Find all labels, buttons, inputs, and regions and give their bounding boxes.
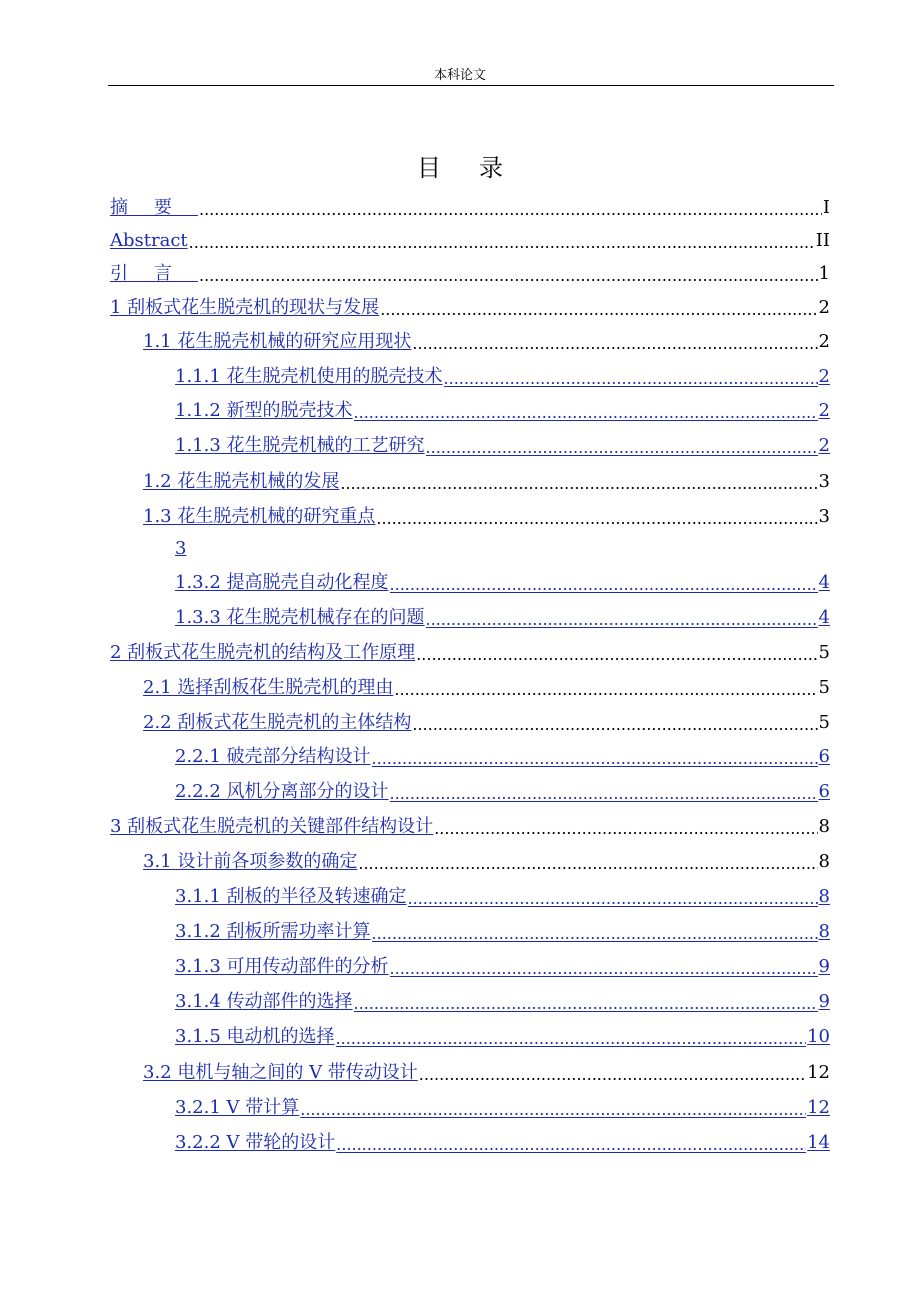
- toc-page-number: I: [822, 197, 830, 218]
- toc-leader-dots: [408, 890, 818, 908]
- toc-orphan-page-number[interactable]: 3: [175, 538, 187, 559]
- toc-page-number: 6: [818, 746, 830, 767]
- toc-entry[interactable]: [175, 568, 830, 594]
- toc-leader-dots: [336, 1030, 807, 1048]
- toc-leader-dots: [412, 335, 817, 353]
- toc-leader-dots: [412, 716, 817, 734]
- toc-entry[interactable]: [175, 431, 830, 457]
- toc-page-number: 4: [818, 607, 830, 628]
- toc-title: 目录: [417, 154, 541, 182]
- toc-entry[interactable]: [175, 603, 830, 629]
- toc-entry[interactable]: [110, 226, 830, 252]
- toc-page-number: 8: [818, 921, 830, 942]
- toc-page-number: 12: [807, 1062, 830, 1083]
- toc-entry[interactable]: [175, 917, 830, 943]
- toc-entry-label[interactable]: Abstract: [110, 230, 188, 251]
- toc-leader-dots: [372, 750, 818, 768]
- toc-leader-dots: [434, 820, 817, 838]
- toc-page-number: 12: [807, 1097, 830, 1118]
- toc-page-number: 1: [818, 263, 830, 284]
- toc-entry[interactable]: [175, 396, 830, 422]
- toc-entry-label[interactable]: 3.1 设计前各项参数的确定: [143, 851, 358, 872]
- toc-leader-dots: [300, 1101, 806, 1119]
- toc-entry-label[interactable]: 1.1 花生脱壳机械的研究应用现状: [143, 331, 412, 352]
- toc-entry-label[interactable]: 2.2 刮板式花生脱壳机的主体结构: [143, 712, 412, 733]
- toc-entry[interactable]: [110, 259, 830, 285]
- toc-page-number: 5: [818, 677, 830, 698]
- toc-entry-label[interactable]: 3 刮板式花生脱壳机的关键部件结构设计: [110, 816, 434, 837]
- toc-entry-label[interactable]: 2 刮板式花生脱壳机的结构及工作原理: [110, 642, 416, 663]
- toc-page-number: 3: [818, 506, 830, 527]
- toc-entry-label[interactable]: 1.2 花生脱壳机械的发展: [143, 471, 340, 492]
- header-rule: [108, 85, 834, 86]
- toc-leader-dots: [340, 475, 817, 493]
- toc-entry[interactable]: [175, 882, 830, 908]
- toc-entry-label[interactable]: 3.1.4 传动部件的选择: [175, 991, 353, 1012]
- toc-leader-dots: [426, 439, 818, 457]
- toc-entry-label[interactable]: 3.1.1 刮板的半径及转速确定: [175, 886, 407, 907]
- toc-page-number: 3: [818, 471, 830, 492]
- toc-entry-label[interactable]: 1.3 花生脱壳机械的研究重点: [143, 506, 376, 527]
- toc-page-number: 8: [818, 816, 830, 837]
- toc-entry[interactable]: [143, 327, 830, 353]
- toc-leader-dots: [189, 234, 815, 252]
- toc-entry[interactable]: [175, 362, 830, 388]
- toc-entry[interactable]: [110, 812, 830, 838]
- toc-page-number: II: [815, 230, 830, 251]
- toc-leader-dots: [416, 646, 817, 664]
- toc-entry-label[interactable]: 3.2.1 V 带计算: [175, 1097, 300, 1118]
- toc-page-number: 9: [818, 991, 830, 1012]
- toc-entry-label[interactable]: 2.1 选择刮板花生脱壳机的理由: [143, 677, 394, 698]
- toc-entry-label[interactable]: 引言: [110, 263, 198, 284]
- toc-page-number: 2: [818, 400, 830, 421]
- toc-entry[interactable]: [110, 293, 830, 319]
- toc-leader-dots: [390, 960, 818, 978]
- toc-entry[interactable]: [110, 193, 830, 219]
- toc-leader-dots: [419, 1066, 806, 1084]
- toc-leader-dots: [426, 611, 818, 629]
- toc-page-number: 5: [818, 642, 830, 663]
- toc-entry[interactable]: [143, 708, 830, 734]
- toc-entry-label[interactable]: 2.2.1 破壳部分结构设计: [175, 746, 371, 767]
- toc-page-number: 5: [818, 712, 830, 733]
- toc-leader-dots: [199, 201, 822, 219]
- toc-page-number: 2: [818, 297, 830, 318]
- toc-entry[interactable]: [143, 502, 830, 528]
- toc-entry[interactable]: [175, 987, 830, 1013]
- toc-page-number: 2: [818, 366, 830, 387]
- toc-page-number: 14: [807, 1132, 830, 1153]
- toc-page-number: 10: [807, 1026, 830, 1047]
- toc-entry-label[interactable]: 1.1.3 花生脱壳机械的工艺研究: [175, 435, 425, 456]
- toc-entry[interactable]: [175, 777, 830, 803]
- toc-leader-dots: [354, 404, 818, 422]
- toc-entry-label[interactable]: 1 刮板式花生脱壳机的现状与发展: [110, 297, 380, 318]
- toc-leader-dots: [376, 510, 817, 528]
- toc-entry[interactable]: [175, 1128, 830, 1154]
- toc-entry-label[interactable]: 1.1.1 花生脱壳机使用的脱壳技术: [175, 366, 443, 387]
- toc-entry-label[interactable]: 3.2.2 V 带轮的设计: [175, 1132, 336, 1153]
- toc-page-number: 8: [818, 851, 830, 872]
- toc-entry-label[interactable]: 2.2.2 风机分离部分的设计: [175, 781, 389, 802]
- toc-leader-dots: [354, 995, 818, 1013]
- toc-leader-dots: [444, 370, 818, 388]
- toc-entry-label[interactable]: 3.2 电机与轴之间的 V 带传动设计: [143, 1062, 418, 1083]
- toc-entry-label[interactable]: 摘要: [110, 197, 198, 218]
- toc-entry-label[interactable]: 1.1.2 新型的脱壳技术: [175, 400, 353, 421]
- toc-page-number: 9: [818, 956, 830, 977]
- toc-leader-dots: [380, 301, 817, 319]
- toc-entry[interactable]: [175, 742, 830, 768]
- toc-entry[interactable]: [143, 673, 830, 699]
- toc-page-number: 2: [818, 331, 830, 352]
- toc-entry-label[interactable]: 3.1.3 可用传动部件的分析: [175, 956, 389, 977]
- toc-leader-dots: [358, 855, 817, 873]
- toc-leader-dots: [199, 267, 818, 285]
- toc-entry[interactable]: [175, 1093, 830, 1119]
- toc-leader-dots: [390, 785, 818, 803]
- toc-entry[interactable]: [143, 1058, 830, 1084]
- toc-page-number: 2: [818, 435, 830, 456]
- toc-entry-label[interactable]: 1.3.2 提高脱壳自动化程度: [175, 572, 389, 593]
- toc-entry-label[interactable]: 3.1.2 刮板所需功率计算: [175, 921, 371, 942]
- toc-entry[interactable]: [110, 638, 830, 664]
- toc-entry-label[interactable]: 3.1.5 电动机的选择: [175, 1026, 335, 1047]
- toc-leader-dots: [336, 1136, 806, 1154]
- page-header: 本科论文: [433, 68, 486, 83]
- toc-entry[interactable]: [143, 467, 830, 493]
- toc-page-number: 4: [818, 572, 830, 593]
- toc-leader-dots: [390, 576, 818, 594]
- toc-page-number: 6: [818, 781, 830, 802]
- toc-entry-label[interactable]: 1.3.3 花生脱壳机械存在的问题: [175, 607, 425, 628]
- toc-leader-dots: [394, 681, 817, 699]
- toc-entry[interactable]: [175, 1022, 830, 1048]
- toc-page-number: 8: [818, 886, 830, 907]
- toc-entry[interactable]: [143, 847, 830, 873]
- toc-entry[interactable]: [175, 952, 830, 978]
- toc-leader-dots: [372, 925, 818, 943]
